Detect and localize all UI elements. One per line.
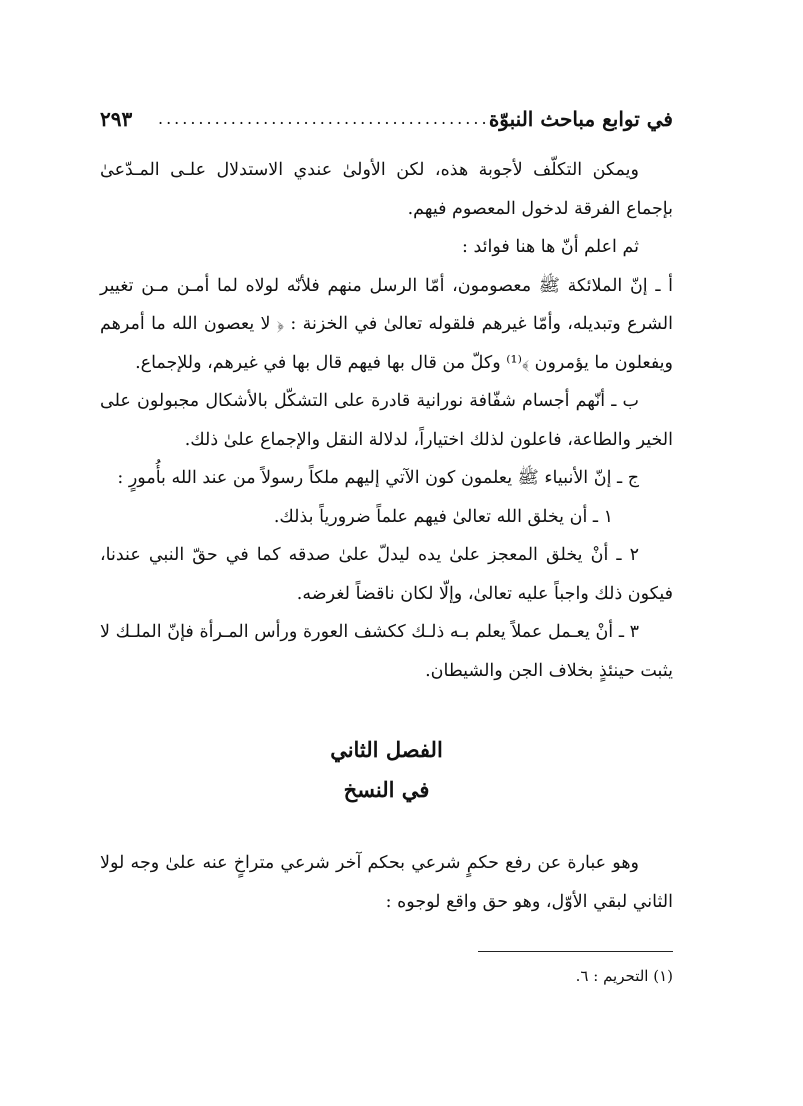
paragraph-2: ثم اعلم أنّ ها هنا فوائد : xyxy=(462,237,639,257)
section-title: في النسخ xyxy=(343,777,430,802)
footnote-rule xyxy=(478,951,673,952)
chapter-heading: الفصل الثاني xyxy=(330,737,443,762)
section-spacer xyxy=(100,810,673,844)
point-ba: ب ـ أنّهم أجسام شفّافة نورانية قادرة على التشكّل بالأشكال مجبولون على الخير والطاعة، فاعلون لذلك اختياراً، لدلالة النقل والإجماع علىٰ ذلك. xyxy=(100,391,673,450)
page-body xyxy=(100,151,673,921)
running-header xyxy=(100,107,673,141)
header-leader-dots: .......................................... xyxy=(158,109,498,128)
paragraph-1: ويمكن التكلّف لأجوبة هذه، لكن الأولىٰ عندي الاستدلال علـى المـدّعىٰ بإجماع الفرقة لدخول المعصوم فيهم. xyxy=(100,160,673,219)
sub-point-2: ٢ ـ أنْ يخلق المعجز علىٰ يده ليدلّ علىٰ صدقه كما في حقّ النبي عندنا، فيكون ذلك واجباً عليه تعالىٰ، وإلّا لكان ناقضاً لغرضه. xyxy=(100,545,673,604)
point-jim: ج ـ إنّ الأنبياء ﷺ يعلمون كون الآتي إليهم ملكاً رسولاً من عند الله بأُمورٍ : xyxy=(117,468,639,488)
page-number: ٢٩٣ xyxy=(100,107,133,131)
footnote: (١) التحريم : ٦. xyxy=(575,967,673,985)
section-paragraph-1: وهو عبارة عن رفع حكمٍ شرعي بحكم آخر شرعي متراخٍ عنه علىٰ وجه لولا الثاني لبقي الأوّل، وهو حق واقع لوجوه : xyxy=(100,853,673,912)
point-alef: أ ـ إنّ الملائكة ﷺ معصومون، أمّا الرسل منهم فلأنّه لولاه لما أمـن مـن تغيير الشرع وتبديله، وأمّا غيرهم فلقوله تعالىٰ في الخزنة : ﴿ لا يعصون الله ما أمرهم ويفعلون ما يؤمرون ﴾⁽¹⁾ وكلّ من قال بها فيهم قال بها في غيرهم، وللإجماع. xyxy=(100,275,673,373)
sub-point-3: ٣ ـ أنْ يعـمل عملاً يعلم بـه ذلـك ككشف العورة ورأس المـرأة فإنّ الملـك لا يثبت حينئذٍ بخلاف الجن والشيطان. xyxy=(100,622,673,681)
book-page xyxy=(100,95,673,1055)
header-title: في توابع مباحث النبوّة xyxy=(488,107,673,131)
sub-point-1: ١ ـ أن يخلق الله تعالىٰ فيهم علماً ضرورياً بذلك. xyxy=(273,506,613,527)
